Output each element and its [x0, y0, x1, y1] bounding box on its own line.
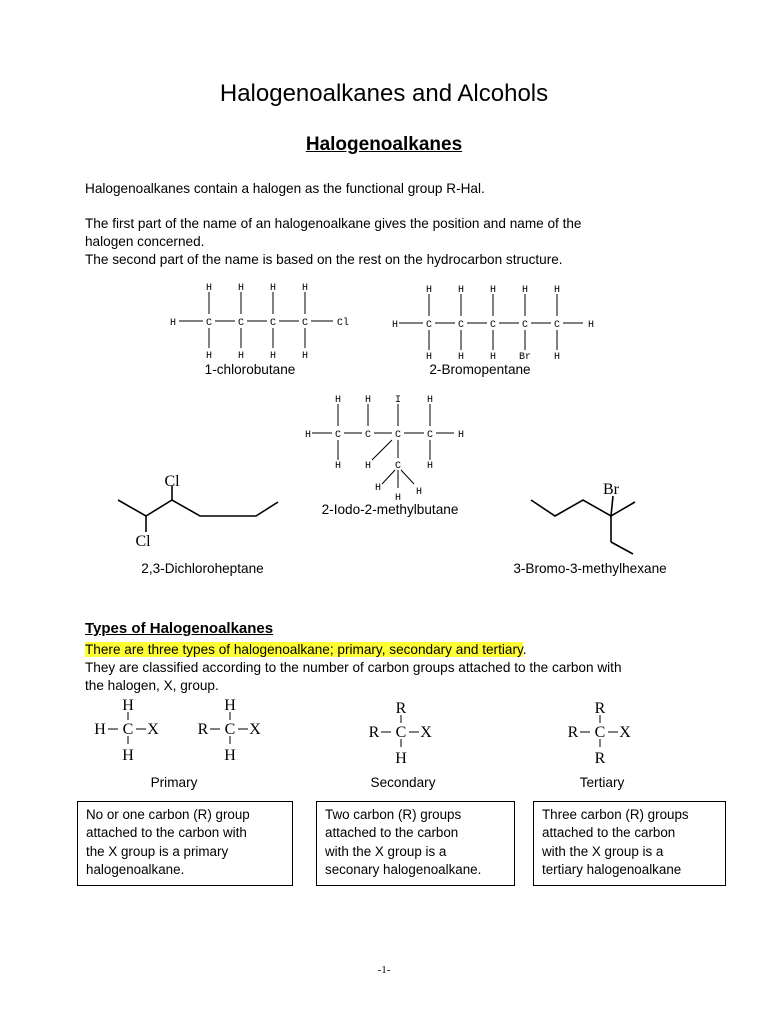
atom-h: H — [224, 747, 236, 764]
atom-r: R — [567, 724, 579, 741]
iodomethylbutane-structure — [298, 392, 478, 504]
naming-line-3: The second part of the name is based on the rest on the hydrocarbon structure. — [85, 252, 563, 267]
atom-h: H — [364, 461, 372, 472]
atom-c: C — [205, 318, 213, 329]
primary-structure-hcx — [92, 694, 172, 766]
atom-r: R — [197, 721, 209, 738]
box-line: halogenoalkane. — [86, 862, 185, 878]
atom-r: R — [594, 700, 606, 717]
atom-x: X — [249, 721, 261, 738]
atom-h: H — [587, 320, 595, 331]
box-line: No or one carbon (R) group — [86, 807, 250, 822]
atom-h: H — [391, 320, 399, 331]
atom-cl: Cl — [164, 473, 180, 490]
classified-line-1: They are classified according to the number of carbon groups attached to the carbon with — [85, 660, 622, 675]
atom-h: H — [415, 487, 423, 498]
atom-h: H — [205, 351, 213, 362]
atom-br: Br — [518, 352, 532, 363]
page-title: Halogenoalkanes and Alcohols — [219, 80, 549, 107]
primary-label: Primary — [150, 775, 198, 790]
atom-x: X — [420, 724, 432, 741]
bromopentane-label: 2-Bromopentane — [429, 362, 531, 377]
atom-h: H — [205, 283, 213, 294]
atom-h: H — [301, 283, 309, 294]
secondary-label: Secondary — [370, 775, 436, 790]
box-line: Three carbon (R) groups — [542, 807, 689, 822]
box-line: attached to the carbon — [325, 825, 459, 841]
atom-cl: Cl — [135, 533, 151, 550]
atom-h: H — [269, 351, 277, 362]
atom-r: R — [594, 750, 606, 767]
atom-c: C — [237, 318, 245, 329]
atom-cl: Cl — [336, 318, 350, 329]
atom-h: H — [94, 721, 106, 738]
naming-line-2: halogen concerned. — [85, 234, 205, 249]
atom-h: H — [122, 747, 134, 764]
atom-c: C — [425, 320, 433, 331]
secondary-structure — [365, 697, 445, 769]
primary-description-box — [77, 801, 293, 886]
atom-h: H — [521, 285, 529, 296]
atom-r: R — [368, 724, 380, 741]
atom-c: C — [521, 320, 529, 331]
box-line: the X group is a primary — [86, 843, 229, 859]
atom-c: C — [457, 320, 465, 331]
bromomethylhexane-structure — [525, 480, 645, 560]
atom-c: C — [426, 430, 434, 441]
atom-c: C — [364, 430, 372, 441]
box-line: tertiary halogenoalkane — [542, 862, 682, 878]
atom-h: H — [301, 351, 309, 362]
atom-h: H — [426, 395, 434, 406]
tertiary-structure — [564, 697, 644, 769]
atom-h: H — [237, 283, 245, 294]
naming-line-1: The first part of the name of an halogenoalkane gives the position and name of the — [85, 216, 582, 231]
atom-x: X — [619, 724, 631, 741]
types-paragraph — [85, 641, 685, 695]
atom-c: C — [269, 318, 277, 329]
atom-c: C — [489, 320, 497, 331]
classified-line-2: the halogen, X, group. — [85, 678, 219, 693]
atom-c: C — [301, 318, 309, 329]
primary-structure-rcx — [194, 694, 274, 766]
atom-h: H — [364, 395, 372, 406]
atom-c: C — [553, 320, 561, 331]
atom-h: H — [553, 285, 561, 296]
types-highlight-line — [85, 641, 685, 659]
box-line: Two carbon (R) groups — [325, 807, 462, 822]
page-number: -1- — [377, 964, 391, 976]
dichloroheptane-label: 2,3-Dichloroheptane — [141, 561, 264, 576]
atom-c: C — [334, 430, 342, 441]
atom-h: H — [426, 461, 434, 472]
atom-h: H — [425, 352, 433, 363]
atom-h: H — [394, 493, 402, 504]
atom-c: C — [122, 721, 134, 738]
atom-h: H — [334, 395, 342, 406]
dichloroheptane-structure — [110, 470, 290, 552]
bromopentane-structure — [385, 282, 605, 368]
highlighted-text: There are three types of halogenoalkane; primary, secondary and tertiary — [85, 642, 523, 657]
atom-h: H — [237, 351, 245, 362]
atom-h: H — [425, 285, 433, 296]
atom-h: H — [457, 430, 465, 441]
atom-c: C — [594, 724, 606, 741]
secondary-description-box — [316, 801, 515, 886]
atom-h: H — [169, 318, 177, 329]
box-line: with the X group is a — [542, 843, 664, 859]
atom-h: H — [374, 483, 382, 494]
chlorobutane-structure — [165, 278, 365, 368]
atom-x: X — [147, 721, 159, 738]
tertiary-description-box — [533, 801, 726, 886]
atom-h: H — [224, 697, 236, 714]
atom-h: H — [489, 285, 497, 296]
bromomethylhexane-label: 3-Bromo-3-methylhexane — [513, 561, 667, 576]
atom-r: R — [395, 700, 407, 717]
types-heading: Types of Halogenoalkanes — [85, 620, 274, 637]
highlight-end: . — [522, 642, 527, 657]
atom-c: C — [394, 461, 402, 472]
atom-h: H — [395, 750, 407, 767]
tertiary-label: Tertiary — [579, 775, 625, 790]
atom-c: C — [224, 721, 236, 738]
naming-paragraph — [85, 215, 685, 269]
atom-h: H — [122, 697, 134, 714]
atom-h: H — [457, 352, 465, 363]
chlorobutane-label: 1-chlorobutane — [204, 362, 296, 377]
atom-h: H — [304, 430, 312, 441]
iodomethylbutane-label: 2-Iodo-2-methylbutane — [321, 502, 459, 517]
atom-c: C — [395, 724, 407, 741]
atom-c: C — [394, 430, 402, 441]
atom-h: H — [334, 461, 342, 472]
box-line: attached to the carbon with — [86, 825, 247, 841]
atom-i: I — [394, 395, 402, 406]
box-line: with the X group is a — [325, 843, 447, 859]
atom-h: H — [489, 352, 497, 363]
atom-h: H — [457, 285, 465, 296]
atom-h: H — [553, 352, 561, 363]
atom-br: Br — [603, 481, 619, 498]
box-line: seconary halogenoalkane. — [325, 862, 482, 878]
atom-h: H — [269, 283, 277, 294]
box-line: attached to the carbon — [542, 825, 676, 841]
intro-paragraph: Halogenoalkanes contain a halogen as the functional group R-Hal. — [85, 181, 485, 196]
section-title-halogenoalkanes: Halogenoalkanes — [305, 134, 463, 155]
